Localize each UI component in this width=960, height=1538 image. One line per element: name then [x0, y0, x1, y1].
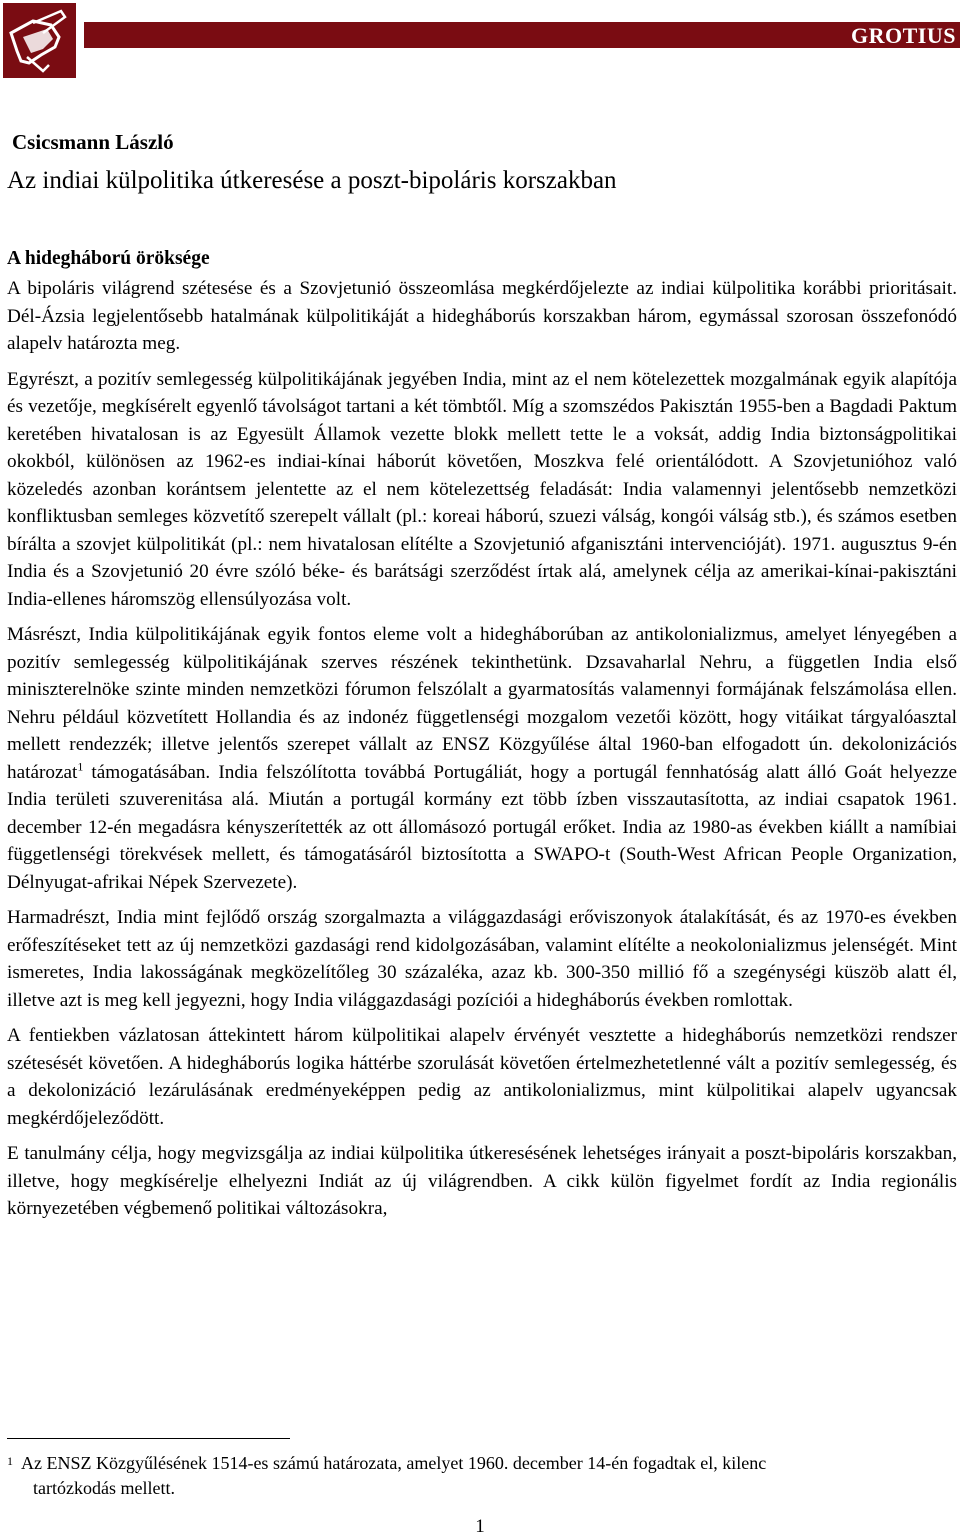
footnote-reference[interactable]: 1	[77, 759, 84, 774]
paragraph-2: Egyrészt, a pozitív semlegesség külpolitikájának jegyében India, mint az el nem kötelezettek mozgalmának egyik alapítója és vezetője, megkísérelt egyenlő távolságot tartani a két tömbtől. Míg a szomszédos Pakisztán 1955-ben a Bagdadi Paktum keretében hivatalosan is az Egyesült Államok vezette blokk mellett tette le a voksát, addig India biztonságpolitikai okokból, különösen az 1962-es indiai-kínai háborút követően, Moszkva felé orientálódott. A Szovjetunióhoz való közeledés azonban korántsem jelentette az el nem kötelezettség feladását: India valamennyi jelentősebb nemzetközi konfliktusban semleges közvetítő szerepelt vállalt (pl.: koreai háború, szuezi válság, kongói válság stb.), és számos esetben bírálta a szovjet külpolitikát (pl.: nem hivatalosan elítélte a Szovjetunió afganisztáni intervencióját). 1971. augusztus 9-én India és a Szovjetunió 20 évre szóló béke- és barátsági szerződést írtak alá, amelynek célja az amerikai-kínai-pakisztáni India-ellenes háromszög ellensúlyozása volt.	[7, 368, 957, 610]
page-number: 1	[475, 1516, 485, 1537]
footnote-text-cont: tartózkodás mellett.	[33, 1478, 175, 1498]
article-title: Az indiai külpolitika útkeresése a poszt-bipoláris korszakban	[7, 167, 617, 194]
footnote-number: 1	[7, 1454, 13, 1468]
paragraph-3	[7, 621, 957, 896]
author-name: Csicsmann László	[12, 130, 174, 154]
paragraph-4: Harmadrészt, India mint fejlődő ország szorgalmazta a világgazdasági erőviszonyok átalakítását, és az 1970-es években erőfeszítéseket tett az új nemzetközi gazdasági rend kidolgozásában, valamint elítélte a neokolonializmus jelenségét. Mint ismeretes, India lakosságának megközelítőleg 30 százaléka, azaz kb. 300-350 millió fő a szegénységi küszöb alatt él, illetve azt is meg kell jegyezni, hogy India világgazdasági pozíciói a hidegháborús években romlottak.	[7, 907, 957, 1011]
footnote	[7, 1451, 957, 1501]
footnote-divider	[7, 1438, 290, 1439]
grotius-logo	[3, 3, 76, 78]
section-heading: A hidegháború öröksége	[7, 248, 210, 269]
quill-emblem-icon	[3, 3, 76, 78]
paragraph-1: A bipoláris világrend szétesése és a Szovjetunió összeomlása megkérdőjelezte az indiai külpolitika korábbi prioritásait. Dél-Ázsia legjelentősebb hatalmának külpolitikáját a hidegháborús korszakban három, egymással szorosan összefonódó alapelv határozta meg.	[7, 278, 957, 354]
brand-name[interactable]: GROTIUS	[851, 23, 956, 48]
paragraph-6: E tanulmány célja, hogy megvizsgálja az indiai külpolitika útkeresésének lehetséges irányait a poszt-bipoláris korszakban, illetve, hogy megkísérelje elhelyezni Indiát az új világrendben. A cikk külön figyelmet fordít az India regionális környezetében végbemenő politikai változásokra,	[7, 1143, 957, 1219]
article-body	[7, 245, 957, 1223]
paragraph-5: A fentiekben vázlatosan áttekintett három külpolitikai alapelv érvényét vesztette a hidegháborús nemzetközi rendszer szétesését követően. A hidegháborús logika háttérbe szorulását követően értelmezhetetlenné vált a pozitív semlegesség, és a dekolonizáció lezárulásának eredményeképpen pedig az antikolonializmus, mint külpolitikai alapelv ugyancsak megkérdőjeleződött.	[7, 1025, 957, 1129]
paragraph-3-text: Másrészt, India külpolitikájának egyik fontos eleme volt a hidegháborúban az antikolonializmus, amelyet lényegében a pozitív semlegesség külpolitikájának szerves részének tekinthetünk. Dzsavaharlal Nehru, a független India első miniszterelnöke szinte minden nemzetközi fórumon felszólalt a gyarmatosítás valamennyi formájának felszámolása ellen. Nehru például közvetített Hollandia és az indonéz függetlenségi mozgalom vezetői között, hogy vitáikat tárgyalóasztal mellett rendezzék; illetve jelentős szerepet vállalt az ENSZ Közgyűlése által 1960-ban elfogadott ún. dekolonizációs határozat	[7, 624, 957, 783]
page-header	[0, 0, 960, 80]
footnote-text: Az ENSZ Közgyűlésének 1514-es számú határozata, amelyet 1960. december 14-én fogadtak el, kilenc	[21, 1453, 767, 1473]
header-band	[84, 22, 960, 48]
paragraph-3-text-cont: támogatásában. India felszólította továbbá Portugáliát, hogy a portugál fennhatóság alatt álló Goát helyezze India területi szuverenitása alá. Miután a portugál kormány ezt több ízben visszautasította, az indiai csapatok 1961. december 12-én megadásra kényszerítették az ott állomásozó portugál erőket. India az 1980-as években kiállt a namíbiai függetlenségi törekvések mellett, és támogatásáról biztosította a SWAPO-t (South-West African People Organization, Délnyugat-afrikai Népek Szervezete).	[7, 761, 957, 893]
